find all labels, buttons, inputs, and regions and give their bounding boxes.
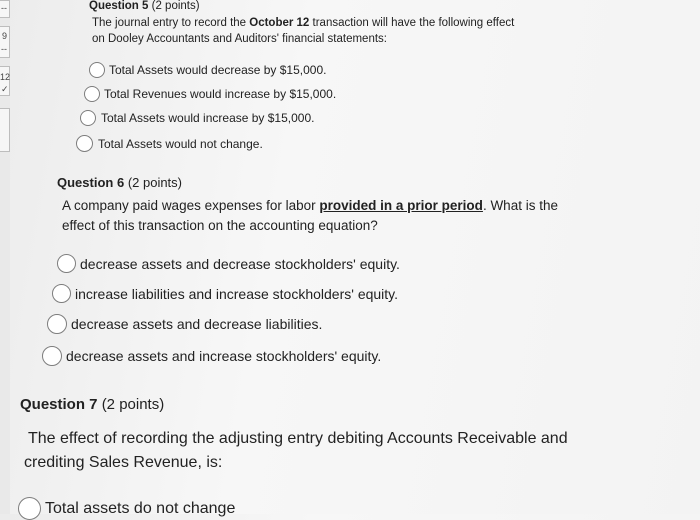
question-number: Question 5 [89, 0, 149, 12]
question-7-stem-line2: crediting Sales Revenue, is: [24, 454, 223, 471]
option-label: decrease assets and increase stockholders' equity. [66, 348, 382, 364]
stem-underlined-text: provided in a prior period [319, 198, 483, 213]
question-6-header [57, 175, 182, 190]
nav-item-label: 9 [2, 31, 8, 41]
answer-option[interactable] [47, 314, 322, 334]
nav-item-label: ✓ [1, 84, 9, 94]
stem-text: A company paid wages expenses for labor [62, 198, 320, 213]
nav-item-label: 12 [0, 72, 11, 82]
nav-item-label: -- [1, 44, 7, 54]
option-label: Total Assets would not change. [98, 136, 263, 151]
question-number: Question 6 [57, 175, 125, 190]
radio-button[interactable] [57, 254, 76, 273]
answer-option[interactable] [52, 284, 398, 303]
radio-button[interactable] [52, 284, 71, 303]
stem-text: The journal entry to record the [92, 17, 250, 29]
radio-button[interactable] [76, 135, 93, 152]
stem-text: transaction will have the following effect [309, 17, 515, 29]
answer-option[interactable] [42, 346, 381, 366]
option-label: decrease assets and decrease liabilities. [71, 316, 323, 332]
radio-button[interactable] [80, 110, 96, 126]
question-number: Question 7 [20, 396, 98, 413]
radio-button[interactable] [84, 86, 100, 102]
nav-item-box[interactable] [0, 108, 10, 152]
option-label: Total Assets would decrease by $15,000. [109, 63, 327, 77]
question-5-header [89, 0, 200, 12]
answer-option[interactable] [89, 62, 326, 78]
question-6-stem-line2: effect of this transaction on the accounting equation? [62, 218, 378, 233]
answer-option[interactable] [84, 86, 336, 102]
question-6-stem [62, 198, 558, 213]
radio-button[interactable] [47, 314, 67, 334]
question-5-stem-line2: on Dooley Accountants and Auditors' financial statements: [92, 33, 387, 45]
question-points: (2 points) [101, 396, 165, 413]
radio-button[interactable] [89, 62, 105, 78]
option-label: Total Revenues would increase by $15,000. [104, 87, 337, 101]
radio-button[interactable] [18, 497, 41, 520]
option-label: increase liabilities and increase stockholders' equity. [75, 285, 399, 302]
question-7-header [20, 396, 164, 413]
question-5-stem [92, 17, 514, 29]
answer-option[interactable] [18, 497, 235, 520]
answer-option[interactable] [57, 254, 400, 273]
question-points: (2 points) [127, 175, 183, 190]
nav-item-label: -- [1, 3, 7, 13]
stem-text: . What is the [482, 198, 558, 213]
stem-bold-text: October 12 [249, 17, 310, 29]
answer-option[interactable] [80, 110, 314, 126]
question-7-stem: The effect of recording the adjusting entry debiting Accounts Receivable and [28, 430, 568, 447]
question-points: (2 points) [151, 0, 200, 12]
option-label: Total assets do not change [45, 499, 236, 517]
radio-button[interactable] [42, 346, 62, 366]
option-label: decrease assets and decrease stockholders' equity. [80, 255, 400, 272]
option-label: Total Assets would increase by $15,000. [101, 111, 315, 125]
answer-option[interactable] [76, 135, 263, 152]
